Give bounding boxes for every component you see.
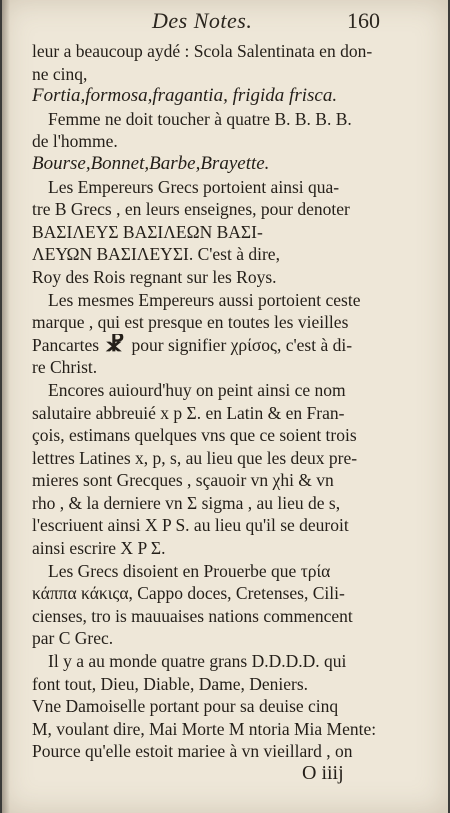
- text-line: M, voulant dire, Mai Morte M ntoria Mia Mente:: [32, 718, 377, 739]
- text-line: l'escriuent ainsi X P S. au lieu qu'il se deuroit: [32, 515, 349, 536]
- text-line: ΛΕΥΩΝ ΒΑΣΙΛΕΥΣΙ. C'est à dire,: [32, 244, 280, 265]
- page-header: [2, 6, 448, 34]
- text-line: Bourse,Bonnet,Barbe,Brayette.: [32, 152, 270, 174]
- text-line: tre B Grecs , en leurs enseignes, pour denoter: [32, 199, 350, 220]
- text-line: par C Grec.: [32, 628, 114, 649]
- text-line: Vne Damoiselle portant pour sa deuise cinq: [32, 696, 339, 717]
- text-line: Roy des Rois regnant sur les Roys.: [32, 266, 277, 287]
- text-line: font tout, Dieu, Diable, Dame, Deniers.: [32, 673, 309, 694]
- text-line: ainsi escrire X P Σ.: [32, 538, 166, 559]
- text-line: ne cinq,: [32, 63, 88, 84]
- page-body-text: [32, 40, 412, 763]
- running-title: Des Notes.: [152, 8, 253, 33]
- text-line: re Christ.: [32, 357, 98, 378]
- text-line: Pancartes ☧ pour signifier χρίσος, c'est à di-: [32, 333, 353, 356]
- text-line: cienses, tro is mauuaises nations commencent: [32, 605, 353, 626]
- text-line: rho , & la derniere vn Σ sigma , au lieu de s,: [32, 492, 341, 513]
- text-line: κάππα κάκιςα, Cappo doces, Cretenses, Cili-: [32, 583, 345, 604]
- text-line: salutaire abbreuié x p Σ. en Latin & en Fran-: [32, 402, 345, 423]
- text-line: lettres Latines x, p, s, au lieu que les deux pre-: [32, 447, 358, 468]
- signature-mark: O iiij: [302, 762, 344, 784]
- text-line: Les Empereurs Grecs portoient ainsi qua-: [48, 176, 340, 197]
- book-page: [2, 0, 448, 813]
- text-line: Pource qu'elle estoit mariee à vn vieillard , on: [32, 741, 353, 762]
- text-line: mieres sont Grecques , sçauoir vn χhi & vn: [32, 470, 334, 491]
- text-line: Fortia,formosa,fragantia, frigida frisca.: [32, 85, 338, 107]
- text-line: leur a beaucoup aydé : Scola Salentinata en don-: [32, 41, 373, 61]
- text-line: Femme ne doit toucher à quatre B. B. B. B.: [48, 108, 352, 129]
- text-line: çois, estimans quelques vns que ce soient trois: [32, 425, 357, 446]
- text-line: Il y a au monde quatre grans D.D.D.D. qui: [48, 651, 347, 672]
- page-gutter-shadow: [2, 0, 10, 813]
- text-line: marque , qui est presque en toutes les vieilles: [32, 312, 349, 333]
- text-line: Les Grecs disoient en Prouerbe que τρία: [48, 560, 331, 581]
- text-line: ΒΑΣΙΛΕΥΣ ΒΑΣΙΛΕΩΝ ΒΑΣΙ-: [32, 221, 263, 242]
- text-line: de l'homme.: [32, 131, 118, 152]
- chi-rho-icon: ☧: [105, 333, 126, 356]
- text-line: Encores auiourd'huy on peint ainsi ce nom: [48, 379, 346, 400]
- page-number: 160: [347, 8, 380, 33]
- text-line: Les mesmes Empereurs aussi portoient ceste: [48, 289, 361, 310]
